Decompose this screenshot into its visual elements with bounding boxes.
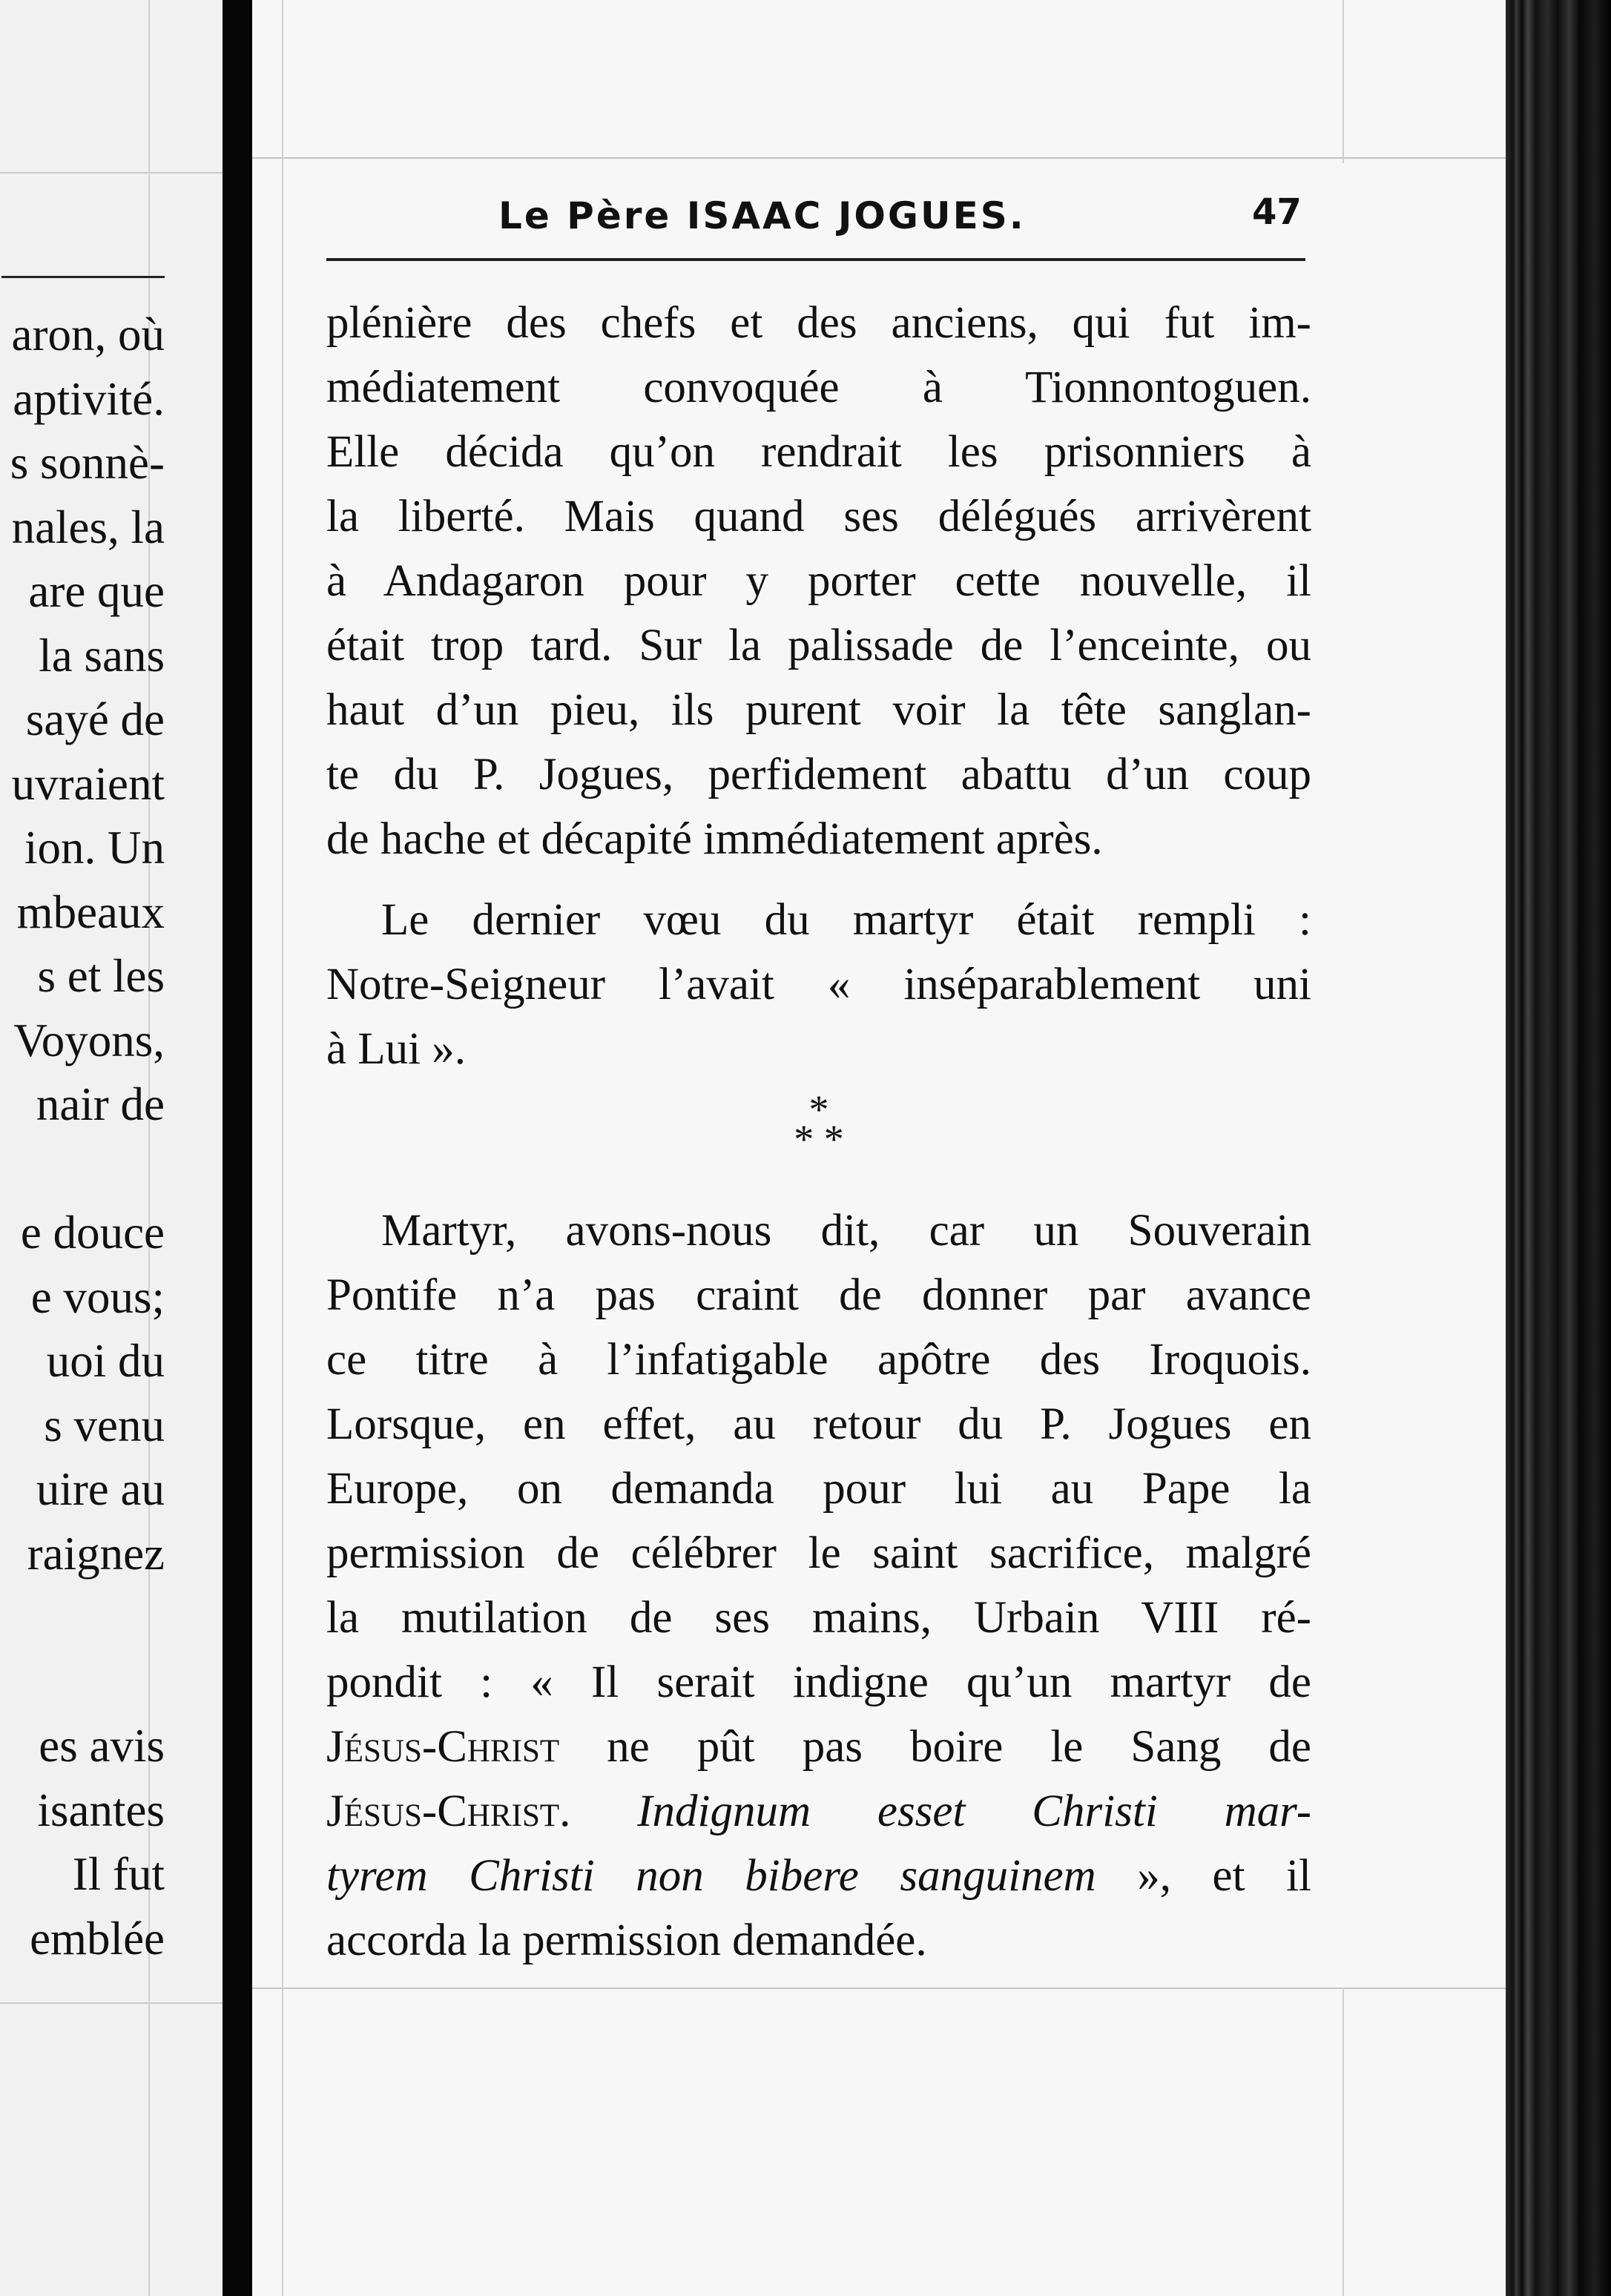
left-page-text-fragment [0, 303, 165, 1970]
left-page-line: s et les [37, 950, 165, 1002]
left-page-line [0, 1137, 165, 1201]
text-run: ne pût pas boire le Sang de [559, 1722, 1311, 1772]
page-frame-left-line [282, 0, 283, 2296]
text-line [326, 1715, 1311, 1779]
text-line: Notre-Seigneur l’avait « inséparablement uni [326, 960, 1311, 1009]
page-frame-top-rule [252, 157, 1528, 159]
left-page-line: Il fut [72, 1848, 165, 1900]
page-frame-right-line [1342, 0, 1344, 163]
text-line: de hache et décapité immédiatement après. [326, 814, 1103, 864]
text-line [326, 1844, 1311, 1908]
left-facing-page [0, 0, 236, 2296]
text-line: accorda la permission demandée. [326, 1916, 927, 1965]
left-page-line: nales, la [11, 501, 165, 553]
book-page-edges [1506, 0, 1611, 2296]
text-line: plénière des chefs et des anciens, qui fut im- [326, 298, 1311, 348]
left-page-line: sayé de [25, 693, 165, 745]
left-page-line: are que [28, 565, 165, 617]
left-page-line: la sans [39, 629, 165, 682]
page-frame-bottom-rule [252, 1987, 1528, 1989]
page-number: 47 [1252, 191, 1302, 233]
left-page-line: aron, où [11, 309, 165, 360]
text-line: Pontife n’a pas craint de donner par avance [326, 1270, 1311, 1320]
asterism: * * * [794, 1087, 844, 1161]
text-line: Martyr, avons-nous dit, car un Souverain [381, 1206, 1311, 1256]
left-page-line: es avis [39, 1720, 165, 1772]
text-run: . [559, 1787, 638, 1836]
text-line: médiatement convoquée à Tionnontoguen. [326, 363, 1311, 412]
left-page-line: uoi du [46, 1335, 165, 1387]
header-rule [326, 258, 1305, 261]
text-line: Europe, on demanda pour lui au Pape la [326, 1464, 1311, 1514]
text-line: à Lui ». [326, 1024, 467, 1074]
left-page-header-rule [1, 276, 165, 278]
text-line: haut d’un pieu, ils purent voir la tête sanglan- [326, 685, 1311, 735]
latin-quote: tyrem Christi non bibere sanguinem [326, 1851, 1096, 1901]
name-jesus-christ: Jésus-Christ [326, 1787, 560, 1836]
left-page-rule [0, 172, 236, 174]
left-page-line: e douce [20, 1207, 165, 1258]
left-page-line: Voyons, [13, 1014, 165, 1066]
paragraph-1 [326, 291, 1311, 871]
left-page-line: emblée [30, 1912, 165, 1965]
latin-quote: Indignum esset Christi mar- [637, 1787, 1312, 1836]
left-page-line: uvraient [11, 757, 165, 810]
paragraph-2 [326, 888, 1311, 1081]
left-page-rule [0, 2002, 236, 2004]
text-line: à Andagaron pour y porter cette nouvelle, il [326, 556, 1311, 606]
left-page-line: uire au [36, 1463, 165, 1515]
text-line: Le dernier vœu du martyr était rempli : [381, 895, 1311, 945]
text-line: Elle décida qu’on rendrait les prisonniers à [326, 427, 1311, 477]
left-page-line: aptivité. [13, 372, 165, 425]
left-page-line: s venu [44, 1399, 165, 1451]
paragraph-3 [326, 1198, 1311, 1973]
left-page-line: mbeaux [16, 885, 165, 938]
text-line: te du P. Jogues, perfidement abattu d’un coup [326, 750, 1311, 799]
left-page-line: isantes [37, 1784, 165, 1836]
left-page-line: e vous; [30, 1270, 165, 1323]
left-page-line: s sonnè- [10, 437, 165, 489]
text-line: ce titre à l’infatigable apôtre des Iroquois. [326, 1335, 1311, 1385]
text-line: pondit : « Il serait indigne qu’un martyr de [326, 1657, 1311, 1707]
text-run: », et il [1096, 1851, 1311, 1901]
left-page-line: raignez [27, 1527, 165, 1580]
left-page-line [0, 1586, 165, 1650]
left-page-line: nair de [36, 1078, 165, 1130]
text-line: la liberté. Mais quand ses délégués arrivèrent [326, 492, 1311, 541]
page-frame-right-line [1342, 1987, 1344, 2296]
text-line [326, 1779, 1311, 1844]
left-page-line [0, 1650, 165, 1715]
text-line: permission de célébrer le saint sacrifice, malgré [326, 1528, 1311, 1578]
text-line: était trop tard. Sur la palissade de l’enceinte, ou [326, 621, 1311, 670]
name-jesus-christ: Jésus-Christ [326, 1722, 560, 1772]
text-line: Lorsque, en effet, au retour du P. Jogues en [326, 1399, 1311, 1449]
running-head: Le Père ISAAC JOGUES. [498, 194, 1026, 237]
left-page-line: ion. Un [24, 822, 165, 874]
body-text [326, 291, 1311, 1973]
text-line: la mutilation de ses mains, Urbain VIII ré- [326, 1593, 1311, 1643]
